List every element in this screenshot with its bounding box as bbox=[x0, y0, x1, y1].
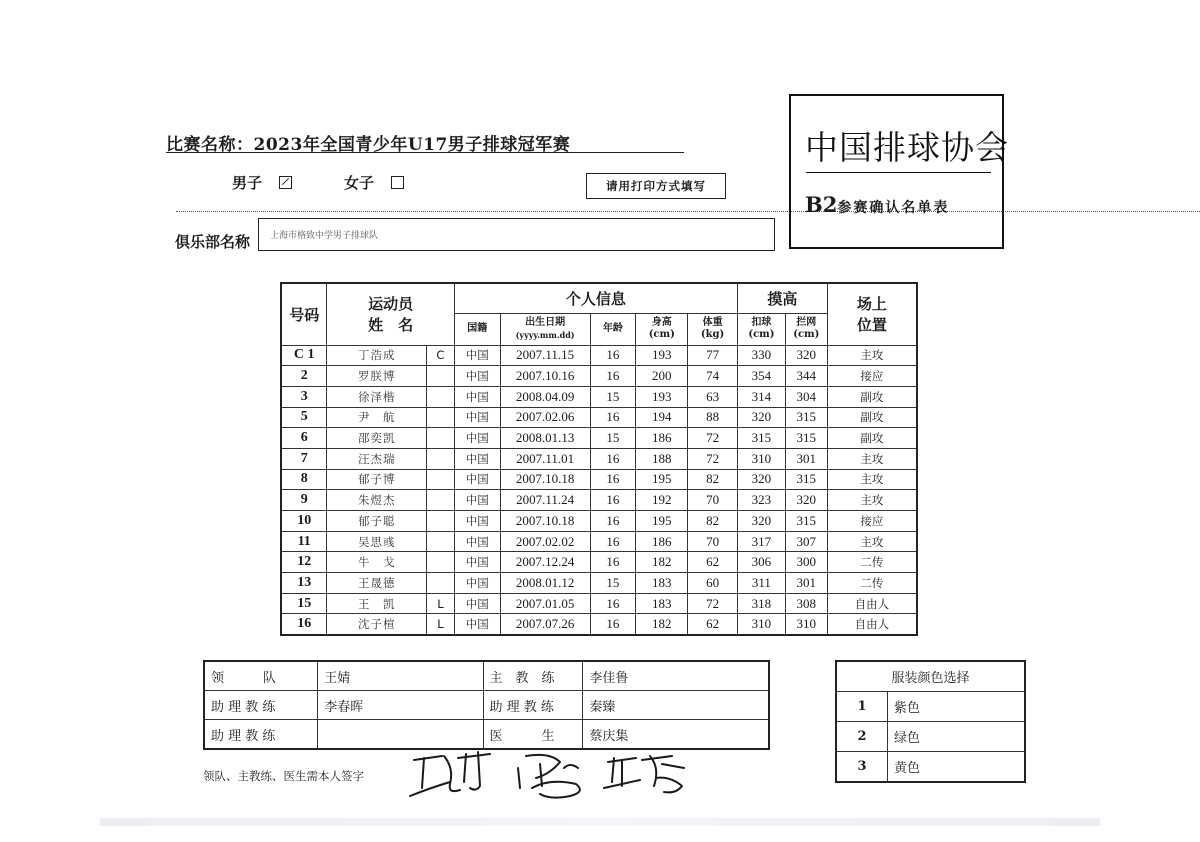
header-nationality: 国籍 bbox=[454, 313, 500, 345]
player-number: 9 bbox=[281, 490, 327, 511]
player-height: 195 bbox=[636, 511, 688, 532]
player-nationality: 中国 bbox=[454, 552, 500, 573]
player-block-reach: 301 bbox=[785, 573, 827, 594]
player-height: 182 bbox=[636, 614, 688, 635]
player-nationality: 中国 bbox=[454, 511, 500, 532]
staff-table bbox=[203, 660, 770, 750]
player-nationality: 中国 bbox=[454, 490, 500, 511]
table-row bbox=[281, 366, 917, 387]
player-spike-reach: 310 bbox=[738, 448, 786, 469]
female-checkbox[interactable] bbox=[391, 176, 404, 189]
player-number: 13 bbox=[281, 573, 327, 594]
header-athlete-line1: 运动员 bbox=[368, 295, 414, 314]
header-reach: 摸高 bbox=[738, 283, 828, 313]
header-position-line1: 场上 bbox=[856, 295, 887, 314]
header-spike-label: 扣球 bbox=[751, 317, 772, 328]
player-block-reach: 320 bbox=[785, 490, 827, 511]
table-row bbox=[281, 386, 917, 407]
form-subtitle bbox=[805, 192, 949, 217]
player-age: 16 bbox=[590, 511, 636, 532]
player-number: 5 bbox=[281, 407, 327, 428]
player-age: 16 bbox=[590, 490, 636, 511]
player-age: 16 bbox=[590, 345, 636, 366]
player-birth-date: 2007.11.15 bbox=[500, 345, 590, 366]
uniform-color-table bbox=[835, 660, 1026, 783]
header-block-unit: (cm) bbox=[793, 329, 820, 340]
player-weight: 72 bbox=[688, 593, 738, 614]
signature-note: 领队、主教练、医生需本人签字 bbox=[203, 769, 364, 783]
player-weight: 72 bbox=[688, 428, 738, 449]
player-position: 主攻 bbox=[827, 490, 917, 511]
form-code: B2 bbox=[805, 192, 838, 217]
uniform-color[interactable]: 紫色 bbox=[888, 692, 1026, 722]
player-birth-date: 2007.07.26 bbox=[500, 614, 590, 635]
player-age: 16 bbox=[590, 552, 636, 573]
uniform-index: 2 bbox=[836, 722, 888, 752]
player-block-reach: 320 bbox=[785, 345, 827, 366]
header-height-unit: (cm) bbox=[648, 329, 675, 340]
player-spike-reach: 306 bbox=[738, 552, 786, 573]
table-row bbox=[281, 469, 917, 490]
assistant2-label: 助 理 教 练 bbox=[483, 691, 583, 720]
table-row bbox=[281, 573, 917, 594]
player-age: 16 bbox=[590, 531, 636, 552]
player-number: C 1 bbox=[281, 345, 327, 366]
player-birth-date: 2007.11.24 bbox=[500, 490, 590, 511]
player-spike-reach: 320 bbox=[738, 469, 786, 490]
player-birth-date: 2007.10.16 bbox=[500, 366, 590, 387]
player-height: 192 bbox=[636, 490, 688, 511]
player-birth-date: 2007.01.05 bbox=[500, 593, 590, 614]
player-height: 182 bbox=[636, 552, 688, 573]
player-number: 6 bbox=[281, 428, 327, 449]
uniform-index: 3 bbox=[836, 752, 888, 783]
player-position: 二传 bbox=[827, 573, 917, 594]
handwritten-signatures bbox=[400, 738, 700, 808]
gender-female bbox=[344, 172, 404, 193]
player-age: 16 bbox=[590, 448, 636, 469]
player-position: 主攻 bbox=[827, 345, 917, 366]
header-block-label: 拦网 bbox=[796, 317, 817, 328]
player-height: 195 bbox=[636, 469, 688, 490]
player-block-reach: 301 bbox=[785, 448, 827, 469]
player-role bbox=[427, 448, 455, 469]
print-note: 请用打印方式填写 bbox=[586, 173, 726, 199]
player-block-reach: 300 bbox=[785, 552, 827, 573]
player-number: 7 bbox=[281, 448, 327, 469]
player-position: 二传 bbox=[827, 552, 917, 573]
player-number: 3 bbox=[281, 386, 327, 407]
header-birth-format: (yyyy.mm.dd) bbox=[515, 330, 575, 340]
player-weight: 62 bbox=[688, 614, 738, 635]
head-coach-value[interactable]: 李佳鲁 bbox=[583, 661, 769, 691]
header-athlete-line2: 姓 名 bbox=[368, 316, 414, 335]
player-birth-date: 2007.02.06 bbox=[500, 407, 590, 428]
player-position: 主攻 bbox=[827, 469, 917, 490]
table-row bbox=[281, 428, 917, 449]
assistant3-label: 助 理 教 练 bbox=[204, 720, 318, 750]
head-coach-label: 主 教 练 bbox=[483, 661, 583, 691]
player-spike-reach: 310 bbox=[738, 614, 786, 635]
player-age: 16 bbox=[590, 593, 636, 614]
header-personal-info: 个人信息 bbox=[454, 283, 737, 313]
player-name: 郁子聪 bbox=[327, 511, 427, 532]
player-height: 188 bbox=[636, 448, 688, 469]
player-block-reach: 308 bbox=[785, 593, 827, 614]
female-label: 女子 bbox=[344, 174, 375, 192]
player-spike-reach: 314 bbox=[738, 386, 786, 407]
header-athlete bbox=[327, 283, 454, 345]
uniform-index: 1 bbox=[836, 692, 888, 722]
player-role bbox=[427, 428, 455, 449]
form-name: 参赛确认名单表 bbox=[837, 200, 950, 216]
doctor-value[interactable]: 蔡庆集 bbox=[583, 720, 769, 750]
player-role: L bbox=[427, 614, 455, 635]
male-checkbox[interactable] bbox=[279, 176, 292, 189]
player-height: 200 bbox=[636, 366, 688, 387]
player-weight: 88 bbox=[688, 407, 738, 428]
player-nationality: 中国 bbox=[454, 407, 500, 428]
leader-label: 领 队 bbox=[204, 661, 318, 691]
staff-row bbox=[204, 691, 769, 720]
player-position: 接应 bbox=[827, 366, 917, 387]
player-role bbox=[427, 490, 455, 511]
player-birth-date: 2008.01.13 bbox=[500, 428, 590, 449]
header-birth-label: 出生日期 bbox=[525, 317, 566, 328]
uniform-color[interactable]: 绿色 bbox=[888, 722, 1026, 752]
uniform-color[interactable]: 黄色 bbox=[888, 752, 1026, 783]
player-name: 丁浩成 bbox=[327, 345, 427, 366]
player-name: 吴思彧 bbox=[327, 531, 427, 552]
male-label: 男子 bbox=[232, 174, 263, 192]
player-nationality: 中国 bbox=[454, 593, 500, 614]
gender-male bbox=[232, 172, 292, 193]
uniform-option bbox=[836, 752, 1025, 783]
table-row bbox=[281, 593, 917, 614]
header-age: 年龄 bbox=[590, 313, 636, 345]
player-number: 8 bbox=[281, 469, 327, 490]
logo-divider bbox=[806, 172, 991, 173]
player-nationality: 中国 bbox=[454, 614, 500, 635]
association-title: 中国排球协会 bbox=[805, 128, 1009, 167]
player-role: C bbox=[427, 345, 455, 366]
player-spike-reach: 354 bbox=[738, 366, 786, 387]
player-block-reach: 315 bbox=[785, 469, 827, 490]
player-spike-reach: 320 bbox=[738, 511, 786, 532]
player-role bbox=[427, 407, 455, 428]
player-role bbox=[427, 366, 455, 387]
leader-value[interactable]: 王婧 bbox=[318, 661, 483, 691]
player-block-reach: 315 bbox=[785, 407, 827, 428]
player-nationality: 中国 bbox=[454, 345, 500, 366]
player-name: 郁子博 bbox=[327, 469, 427, 490]
table-row bbox=[281, 552, 917, 573]
staff-row bbox=[204, 661, 769, 691]
doctor-label: 医 生 bbox=[483, 720, 583, 750]
player-nationality: 中国 bbox=[454, 366, 500, 387]
dotted-separator bbox=[176, 211, 1200, 212]
player-name: 王晟德 bbox=[327, 573, 427, 594]
assistant1-value[interactable]: 李春晖 bbox=[318, 691, 483, 720]
player-weight: 77 bbox=[688, 345, 738, 366]
player-nationality: 中国 bbox=[454, 386, 500, 407]
competition-label: 比赛名称： bbox=[166, 135, 254, 155]
player-height: 183 bbox=[636, 573, 688, 594]
header-spike bbox=[738, 313, 786, 345]
player-block-reach: 310 bbox=[785, 614, 827, 635]
player-spike-reach: 323 bbox=[738, 490, 786, 511]
player-spike-reach: 318 bbox=[738, 593, 786, 614]
competition-underline bbox=[166, 152, 684, 153]
player-position: 副攻 bbox=[827, 386, 917, 407]
player-spike-reach: 317 bbox=[738, 531, 786, 552]
player-birth-date: 2007.12.24 bbox=[500, 552, 590, 573]
player-age: 16 bbox=[590, 366, 636, 387]
player-position: 副攻 bbox=[827, 407, 917, 428]
player-height: 183 bbox=[636, 593, 688, 614]
player-age: 15 bbox=[590, 386, 636, 407]
player-height: 186 bbox=[636, 428, 688, 449]
player-name: 朱煜杰 bbox=[327, 490, 427, 511]
player-age: 15 bbox=[590, 573, 636, 594]
player-name: 徐泽楷 bbox=[327, 386, 427, 407]
header-weight-unit: (kg) bbox=[700, 329, 725, 340]
uniform-color-title: 服装颜色选择 bbox=[836, 661, 1025, 692]
player-number: 16 bbox=[281, 614, 327, 635]
player-role: L bbox=[427, 593, 455, 614]
player-weight: 70 bbox=[688, 490, 738, 511]
player-number: 12 bbox=[281, 552, 327, 573]
player-name: 尹 航 bbox=[327, 407, 427, 428]
table-row bbox=[281, 614, 917, 635]
assistant2-value[interactable]: 秦臻 bbox=[583, 691, 769, 720]
player-age: 16 bbox=[590, 407, 636, 428]
table-row bbox=[281, 407, 917, 428]
player-weight: 72 bbox=[688, 448, 738, 469]
player-height: 194 bbox=[636, 407, 688, 428]
player-spike-reach: 320 bbox=[738, 407, 786, 428]
roster-body bbox=[281, 345, 917, 635]
table-row bbox=[281, 531, 917, 552]
header-number: 号码 bbox=[281, 283, 327, 345]
player-height: 193 bbox=[636, 386, 688, 407]
player-name: 邵奕凯 bbox=[327, 428, 427, 449]
player-birth-date: 2007.02.02 bbox=[500, 531, 590, 552]
table-row bbox=[281, 448, 917, 469]
player-weight: 62 bbox=[688, 552, 738, 573]
header-spike-unit: (cm) bbox=[748, 329, 775, 340]
player-weight: 82 bbox=[688, 469, 738, 490]
scan-edge bbox=[100, 818, 1100, 826]
player-number: 10 bbox=[281, 511, 327, 532]
player-birth-date: 2007.11.01 bbox=[500, 448, 590, 469]
player-weight: 74 bbox=[688, 366, 738, 387]
player-weight: 70 bbox=[688, 531, 738, 552]
player-position: 副攻 bbox=[827, 428, 917, 449]
header-weight-label: 体重 bbox=[702, 317, 723, 328]
player-position: 接应 bbox=[827, 511, 917, 532]
player-nationality: 中国 bbox=[454, 531, 500, 552]
header-birth bbox=[500, 313, 590, 345]
player-name: 沈子楦 bbox=[327, 614, 427, 635]
player-weight: 60 bbox=[688, 573, 738, 594]
player-age: 16 bbox=[590, 614, 636, 635]
player-nationality: 中国 bbox=[454, 469, 500, 490]
player-role bbox=[427, 469, 455, 490]
player-block-reach: 315 bbox=[785, 511, 827, 532]
player-spike-reach: 330 bbox=[738, 345, 786, 366]
player-position: 自由人 bbox=[827, 614, 917, 635]
player-position: 主攻 bbox=[827, 448, 917, 469]
player-weight: 82 bbox=[688, 511, 738, 532]
player-position: 自由人 bbox=[827, 593, 917, 614]
club-name: 上海市格致中学男子排球队 bbox=[270, 231, 379, 241]
player-number: 2 bbox=[281, 366, 327, 387]
player-birth-date: 2007.10.18 bbox=[500, 469, 590, 490]
player-nationality: 中国 bbox=[454, 573, 500, 594]
player-nationality: 中国 bbox=[454, 448, 500, 469]
player-age: 16 bbox=[590, 469, 636, 490]
player-block-reach: 307 bbox=[785, 531, 827, 552]
table-row bbox=[281, 490, 917, 511]
header-position bbox=[827, 283, 917, 345]
player-name: 罗朕博 bbox=[327, 366, 427, 387]
header-position-line2: 位置 bbox=[856, 316, 887, 335]
player-height: 186 bbox=[636, 531, 688, 552]
player-role bbox=[427, 531, 455, 552]
player-number: 15 bbox=[281, 593, 327, 614]
player-spike-reach: 315 bbox=[738, 428, 786, 449]
player-birth-date: 2007.10.18 bbox=[500, 511, 590, 532]
player-birth-date: 2008.01.12 bbox=[500, 573, 590, 594]
player-position: 主攻 bbox=[827, 531, 917, 552]
player-number: 11 bbox=[281, 531, 327, 552]
player-role bbox=[427, 573, 455, 594]
player-name: 牛 戈 bbox=[327, 552, 427, 573]
player-name: 王 凯 bbox=[327, 593, 427, 614]
player-spike-reach: 311 bbox=[738, 573, 786, 594]
player-nationality: 中国 bbox=[454, 428, 500, 449]
header-weight bbox=[688, 313, 738, 345]
player-role bbox=[427, 511, 455, 532]
uniform-option bbox=[836, 692, 1025, 722]
player-weight: 63 bbox=[688, 386, 738, 407]
uniform-option bbox=[836, 722, 1025, 752]
player-age: 15 bbox=[590, 428, 636, 449]
player-height: 193 bbox=[636, 345, 688, 366]
player-block-reach: 304 bbox=[785, 386, 827, 407]
header-height-label: 身高 bbox=[651, 317, 672, 328]
table-row bbox=[281, 511, 917, 532]
player-block-reach: 315 bbox=[785, 428, 827, 449]
table-row bbox=[281, 345, 917, 366]
header-block bbox=[785, 313, 827, 345]
player-block-reach: 344 bbox=[785, 366, 827, 387]
player-role bbox=[427, 386, 455, 407]
roster-table bbox=[280, 282, 918, 636]
player-name: 汪杰瑞 bbox=[327, 448, 427, 469]
player-role bbox=[427, 552, 455, 573]
club-label: 俱乐部名称 bbox=[175, 233, 251, 251]
assistant1-label: 助 理 教 练 bbox=[204, 691, 318, 720]
competition-name: 2023年全国青少年U17男子排球冠军赛 bbox=[253, 135, 571, 155]
header-height bbox=[636, 313, 688, 345]
player-birth-date: 2008.04.09 bbox=[500, 386, 590, 407]
